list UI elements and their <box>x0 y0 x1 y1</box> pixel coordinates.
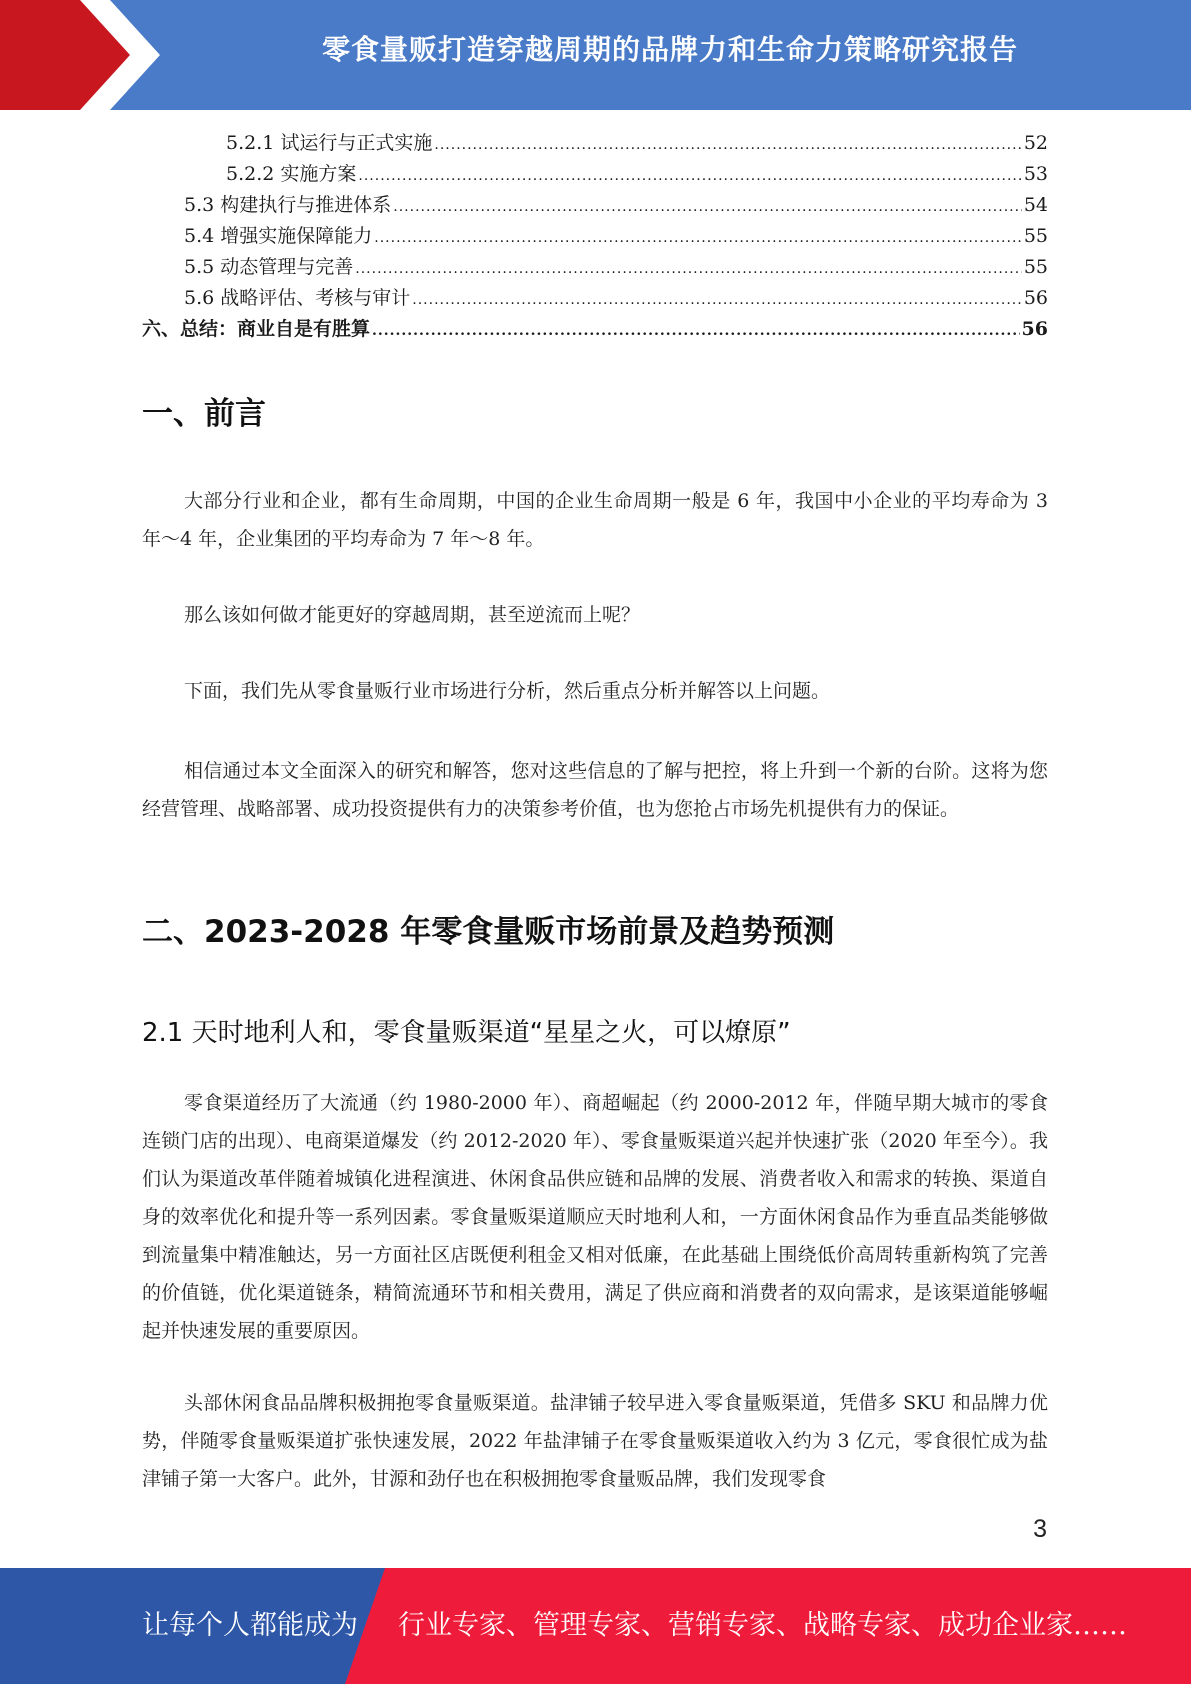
toc-leader-dots <box>434 137 1021 153</box>
toc-leader-dots <box>412 292 1022 308</box>
toc-entry[interactable] <box>142 221 1048 252</box>
toc-entry-title: 5.3 构建执行与推进体系 <box>184 194 392 216</box>
toc-entry-page: 55 <box>1023 225 1048 247</box>
toc-entry-title: 5.5 动态管理与完善 <box>184 256 354 278</box>
section-heading-preface: 一、前言 <box>142 396 266 432</box>
page-header <box>0 0 1191 110</box>
toc-leader-dots <box>355 261 1022 277</box>
toc-entry-title: 5.6 战略评估、考核与审计 <box>184 287 411 309</box>
toc-entry[interactable] <box>142 190 1048 221</box>
toc-leader-dots <box>374 230 1022 246</box>
toc-leader-dots <box>358 168 1021 184</box>
footer-slogan-left: 让每个人都能成为 <box>142 1610 358 1641</box>
toc-leader-dots <box>393 199 1022 215</box>
footer-slogan-right: 行业专家、管理专家、营销专家、战略专家、成功企业家…… <box>398 1610 1127 1641</box>
toc-entry[interactable] <box>142 159 1048 190</box>
toc-entry-page: 53 <box>1023 163 1048 185</box>
toc-entry-page: 52 <box>1023 132 1048 154</box>
body-paragraph: 头部休闲食品品牌积极拥抱零食量贩渠道。盐津铺子较早进入零食量贩渠道，凭借多 SKU 和品牌力优势，伴随零食量贩渠道扩张快速发展，2022 年盐津铺子在零食量贩渠道收入约为 3 亿元，零食很忙成为盐津铺子第一大客户。此外，甘源和劲仔也在积极拥抱零食量贩品牌，我们发现零食 <box>142 1392 1048 1490</box>
report-title: 零食量贩打造穿越周期的品牌力和生命力策略研究报告 <box>321 33 1018 66</box>
toc-entry[interactable] <box>142 314 1048 345</box>
toc-entry-page: 56 <box>1023 287 1048 309</box>
body-paragraph: 零食渠道经历了大流通（约 1980-2000 年）、商超崛起（约 2000-2012 年，伴随早期大城市的零食连锁门店的出现）、电商渠道爆发（约 2012-2020 年）、零食量贩渠道兴起并快速扩张（2020 年至今）。我们认为渠道改革伴随着城镇化进程演进、休闲食品供应链和品牌的发展、消费者收入和需求的转换、渠道自身的效率优化和提升等一系列因素。零食量贩渠道顺应天时地利人和，一方面休闲食品作为垂直品类能够做到流量集中精准触达，另一方面社区店既便利租金又相对低廉，在此基础上围绕低价高周转重新构筑了完善的价值链，优化渠道链条，精简流通环节和相关费用，满足了供应商和消费者的双向需求，是该渠道能够崛起并快速发展的重要原因。 <box>142 1092 1048 1342</box>
body-paragraph: 大部分行业和企业，都有生命周期，中国的企业生命周期一般是 6 年，我国中小企业的平均寿命为 3 年～4 年，企业集团的平均寿命为 7 年～8 年。 <box>142 490 1048 550</box>
toc-entry-title: 5.2.2 实施方案 <box>226 163 357 185</box>
page-number: 3 <box>1033 1515 1047 1543</box>
toc-entry-page: 54 <box>1023 194 1048 216</box>
body-paragraph: 下面，我们先从零食量贩行业市场进行分析，然后重点分析并解答以上问题。 <box>184 680 831 702</box>
toc-entry-title: 5.4 增强实施保障能力 <box>184 225 373 247</box>
toc-entry-page: 55 <box>1023 256 1048 278</box>
toc-entry-title: 六、总结：商业自是有胜算 <box>142 318 371 340</box>
page-footer <box>0 1568 1191 1684</box>
toc-entry[interactable] <box>142 128 1048 159</box>
toc-entry-page: 56 <box>1021 318 1048 340</box>
body-paragraph: 那么该如何做才能更好的穿越周期，甚至逆流而上呢？ <box>184 604 641 626</box>
toc-entry[interactable] <box>142 252 1048 283</box>
toc-entry-title: 5.2.1 试运行与正式实施 <box>226 132 433 154</box>
toc-leader-dots <box>372 323 1020 339</box>
section-heading-forecast: 二、2023-2028 年零食量贩市场前景及趋势预测 <box>142 914 835 950</box>
subsection-heading: 2.1 天时地利人和，零食量贩渠道“星星之火，可以燎原” <box>142 1018 791 1048</box>
body-paragraph: 相信通过本文全面深入的研究和解答，您对这些信息的了解与把控，将上升到一个新的台阶。这将为您经营管理、战略部署、成功投资提供有力的决策参考价值，也为您抢占市场先机提供有力的保证。 <box>142 760 1048 820</box>
toc-entry[interactable] <box>142 283 1048 314</box>
table-of-contents <box>142 128 1048 345</box>
